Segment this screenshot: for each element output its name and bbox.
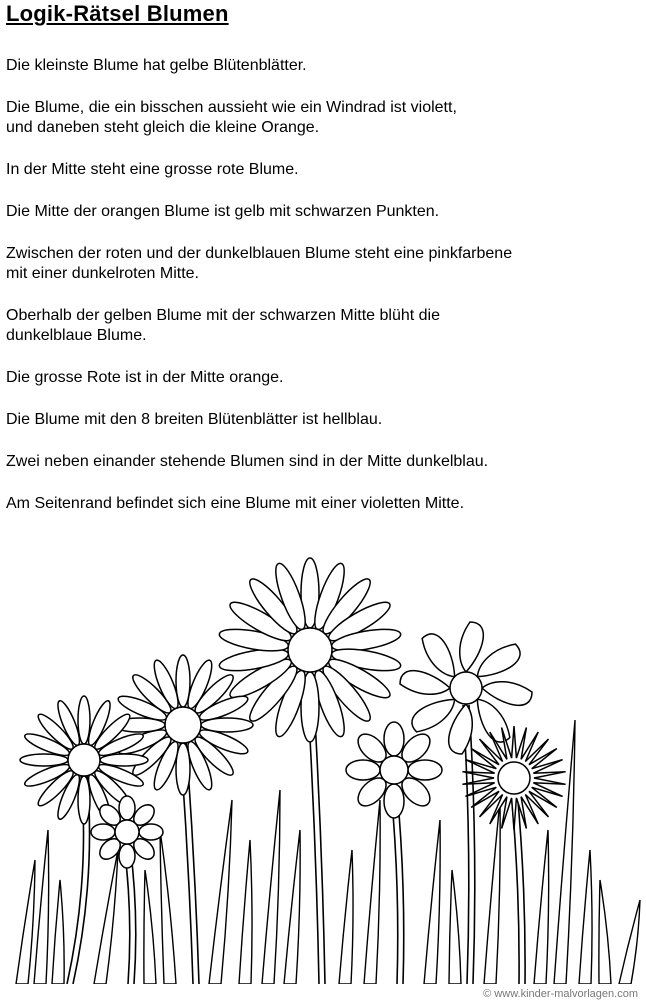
grass-blade xyxy=(484,800,500,984)
pinwheel-petal xyxy=(460,622,484,672)
grass-blade xyxy=(364,800,380,984)
flower-center xyxy=(498,762,530,794)
pinwheel-petal xyxy=(449,704,473,754)
grass-blade xyxy=(449,870,461,984)
grass-blade xyxy=(144,870,156,984)
grass-blade xyxy=(239,840,252,984)
stem xyxy=(391,790,398,984)
grass-blade xyxy=(284,830,300,984)
clue-item: Oberhalb der gelben Blume mit der schwarzen Mitte blüht die dunkelblaue Blume. xyxy=(6,307,440,344)
grass-blade xyxy=(424,820,440,984)
petal xyxy=(384,784,404,818)
petal xyxy=(408,760,442,780)
grass-blade xyxy=(579,850,592,984)
big-daisy xyxy=(218,558,402,742)
grass-blade xyxy=(34,830,49,984)
eight-petal-flower xyxy=(346,722,442,818)
petal xyxy=(346,760,380,780)
grass-blade xyxy=(209,800,232,984)
flower-center xyxy=(165,707,201,743)
petal xyxy=(384,722,404,756)
grass-blade xyxy=(619,900,640,984)
petal xyxy=(119,844,135,868)
flower-center xyxy=(450,672,482,704)
page-title: Logik-Rätsel Blumen xyxy=(6,1,229,26)
clue-list xyxy=(6,56,636,536)
flower-center xyxy=(115,820,139,844)
flower-center xyxy=(288,628,332,672)
pinwheel-petal xyxy=(400,671,450,695)
small-daisy xyxy=(91,796,163,868)
clue-item: In der Mitte steht eine grosse rote Blume. xyxy=(6,161,299,178)
flower-coloring-illustration xyxy=(0,540,646,984)
clue-item: Die Blume, die ein bisschen aussieht wie ein Windrad ist violett, und daneben steht gleich die kleine Orange. xyxy=(6,99,457,136)
clue-item: Zwei neben einander stehende Blumen sind in der Mitte dunkelblau. xyxy=(6,453,489,470)
stem xyxy=(469,705,475,984)
flower-center xyxy=(68,744,100,776)
grass-blade xyxy=(534,830,549,984)
copyright-notice: © www.kinder-malvorlagen.com xyxy=(483,988,638,1000)
grass-blade xyxy=(52,880,64,984)
grass-blade xyxy=(599,880,611,984)
clue-item: Die kleinste Blume hat gelbe Blütenblätter. xyxy=(6,57,307,74)
clue-item: Die Blume mit den 8 breiten Blütenblätter ist hellblau. xyxy=(6,411,383,428)
clue-item: Am Seitenrand befindet sich eine Blume mit einer violetten Mitte. xyxy=(6,495,465,512)
grass-blade xyxy=(554,720,575,984)
grass-blade xyxy=(339,850,353,984)
spiky-flower xyxy=(462,726,565,830)
clue-item: Zwischen der roten und der dunkelblauen Blume steht eine pinkfarbene mit einer dunkelroten Mitte. xyxy=(6,245,513,282)
petal xyxy=(139,824,163,840)
flower-center xyxy=(380,756,408,784)
petal xyxy=(119,796,135,820)
grass-blade xyxy=(94,850,118,984)
grass-blade xyxy=(262,790,280,984)
petal xyxy=(91,824,115,840)
clue-item: Die grosse Rote ist in der Mitte orange. xyxy=(6,369,284,386)
flower-heads xyxy=(20,558,566,868)
grass-blade xyxy=(16,860,35,984)
clue-item: Die Mitte der orangen Blume ist gelb mit schwarzen Punkten. xyxy=(6,203,440,220)
pinwheel-petal xyxy=(482,682,532,706)
left-daisy xyxy=(113,655,253,795)
grass-blade xyxy=(160,830,176,984)
